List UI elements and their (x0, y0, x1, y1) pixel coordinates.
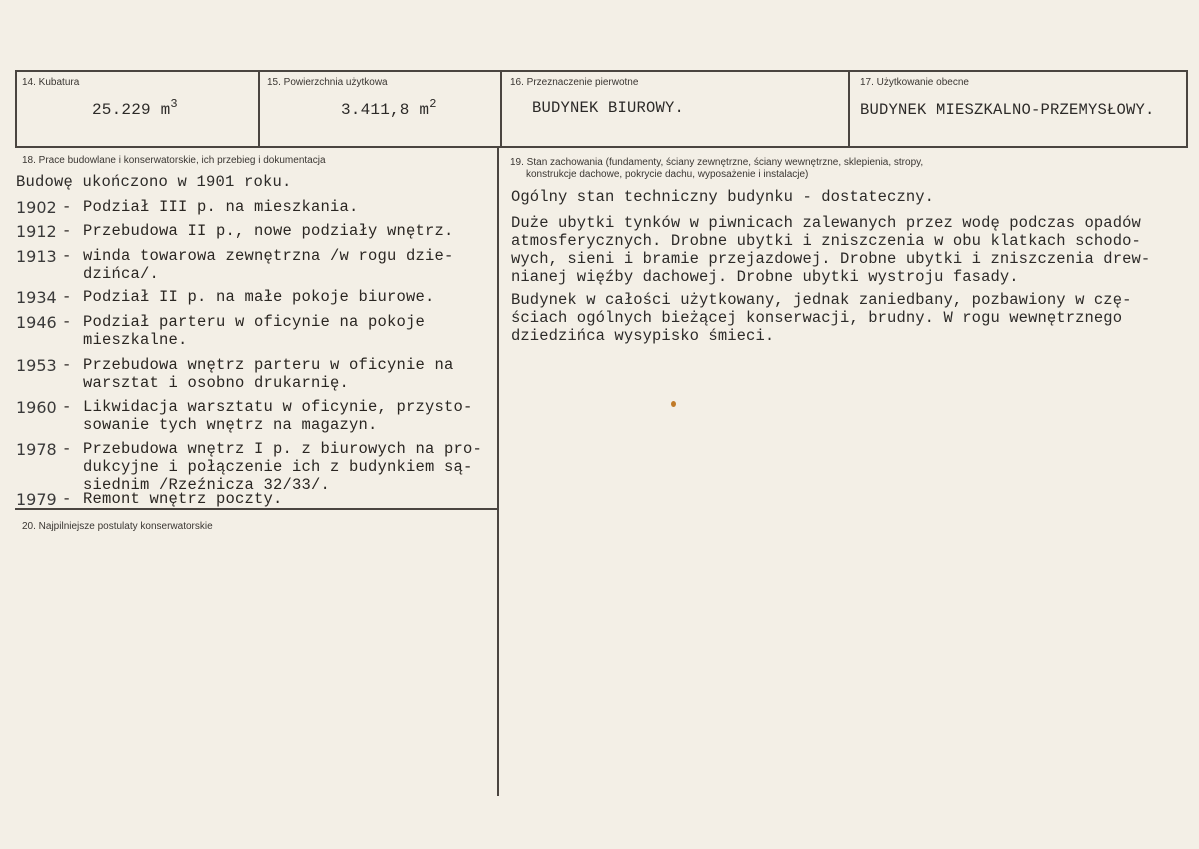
section18-bottom-rule (15, 508, 498, 510)
field-17-label: 17. Użytkowanie obecne (860, 77, 969, 88)
entry-dash: - (62, 288, 72, 306)
entry-dash: - (62, 247, 72, 265)
entry-year: 1913 (16, 247, 57, 266)
field-15-value: 3.411,8 $m^2$ (341, 97, 437, 119)
condition-usage: Budynek w całości użytkowany, jednak zaniedbany, pozbawiony w czę- ściach ogólnych bieżącej konserwacji, brudny. W rogu wewnętrznego dziedzińca wysypisko śmieci. (511, 291, 1132, 345)
entry-text: Podział III p. na mieszkania. (83, 198, 359, 216)
entry-text: Podział II p. na małe pokoje biurowe. (83, 288, 435, 306)
divider-15-16 (500, 70, 502, 148)
entry-text: Likwidacja warsztatu w oficynie, przysto- sowanie tych wnętrz na magazyn. (83, 398, 473, 434)
entry-text: winda towarowa zewnętrzna /w rogu dzie- dzińca/. (83, 247, 454, 283)
header-bottom-rule (15, 146, 1188, 148)
entry-dash: - (62, 222, 72, 240)
field-15-label: 15. Powierzchnia użytkowa (267, 77, 388, 88)
ink-stain (671, 401, 676, 407)
entry-dash: - (62, 313, 72, 331)
section-19-label: 19. Stan zachowania (fundamenty, ściany zewnętrzne, ściany wewnętrzne, sklepienia, stropy, (510, 157, 924, 168)
section-18-intro: Budowę ukończono w 1901 roku. (16, 173, 292, 191)
condition-summary: Ogólny stan techniczny budynku - dostateczny. (511, 188, 935, 206)
entry-dash: - (62, 490, 72, 508)
entry-text: Przebudowa II p., nowe podziały wnętrz. (83, 222, 454, 240)
entry-year: 1912 (16, 222, 57, 241)
condition-details: Duże ubytki tynków w piwnicach zalewanych przez wodę podczas opadów atmosferycznych. Drobne ubytki i zniszczenia w obu klatkach schodo- wych, sieni i bramie przejazdowej. Drobne ubytki i zniszczenia drew- nianej więźby dachowej. Drobne ubytki wystroju fasady. (511, 214, 1151, 286)
entry-year: 1902 (16, 198, 57, 217)
left-border (15, 70, 17, 148)
entry-dash: - (62, 356, 72, 374)
top-rule (15, 70, 1188, 72)
entry-text: Podział parteru w oficynie na pokoje mieszkalne. (83, 313, 426, 349)
entry-year: 1934 (16, 288, 57, 307)
divider-14-15 (258, 70, 260, 148)
divider-16-17 (848, 70, 850, 148)
field-16-value: BUDYNEK BIUROWY. (532, 99, 685, 117)
unit-superscript: 3 (170, 97, 178, 111)
field-16-label: 16. Przeznaczenie pierwotne (510, 77, 639, 88)
right-border (1186, 70, 1188, 148)
entry-year: 1953 (16, 356, 57, 375)
entry-dash: - (62, 398, 72, 416)
entry-dash: - (62, 440, 72, 458)
entry-year: 1946 (16, 313, 57, 332)
entry-year: 1979 (16, 490, 57, 509)
entry-dash: - (62, 198, 72, 216)
field-14-value: 25.229 $m^3$ (92, 97, 178, 119)
entry-year: 1960 (16, 398, 57, 417)
main-column-divider (497, 148, 499, 796)
field-17-value: BUDYNEK MIESZKALNO-PRZEMYSŁOWY. (860, 101, 1155, 119)
entry-text: Remont wnętrz poczty. (83, 490, 283, 508)
field-14-label: 14. Kubatura (22, 77, 80, 88)
unit-superscript: 2 (429, 97, 437, 111)
section-20-label: 20. Najpilniejsze postulaty konserwatorskie (22, 521, 213, 532)
entry-text: Przebudowa wnętrz parteru w oficynie na warsztat i osobno drukarnię. (83, 356, 454, 392)
entry-year: 1978 (16, 440, 57, 459)
entry-text: Przebudowa wnętrz I p. z biurowych na pro- dukcyjne i połączenie ich z budynkiem są- siednim /Rzeźnicza 32/33/. (83, 440, 483, 494)
section-18-label: 18. Prace budowlane i konserwatorskie, ich przebieg i dokumentacja (22, 155, 326, 166)
section-19-label-cont: konstrukcje dachowe, pokrycie dachu, wyposażenie i instalacje) (526, 169, 809, 180)
